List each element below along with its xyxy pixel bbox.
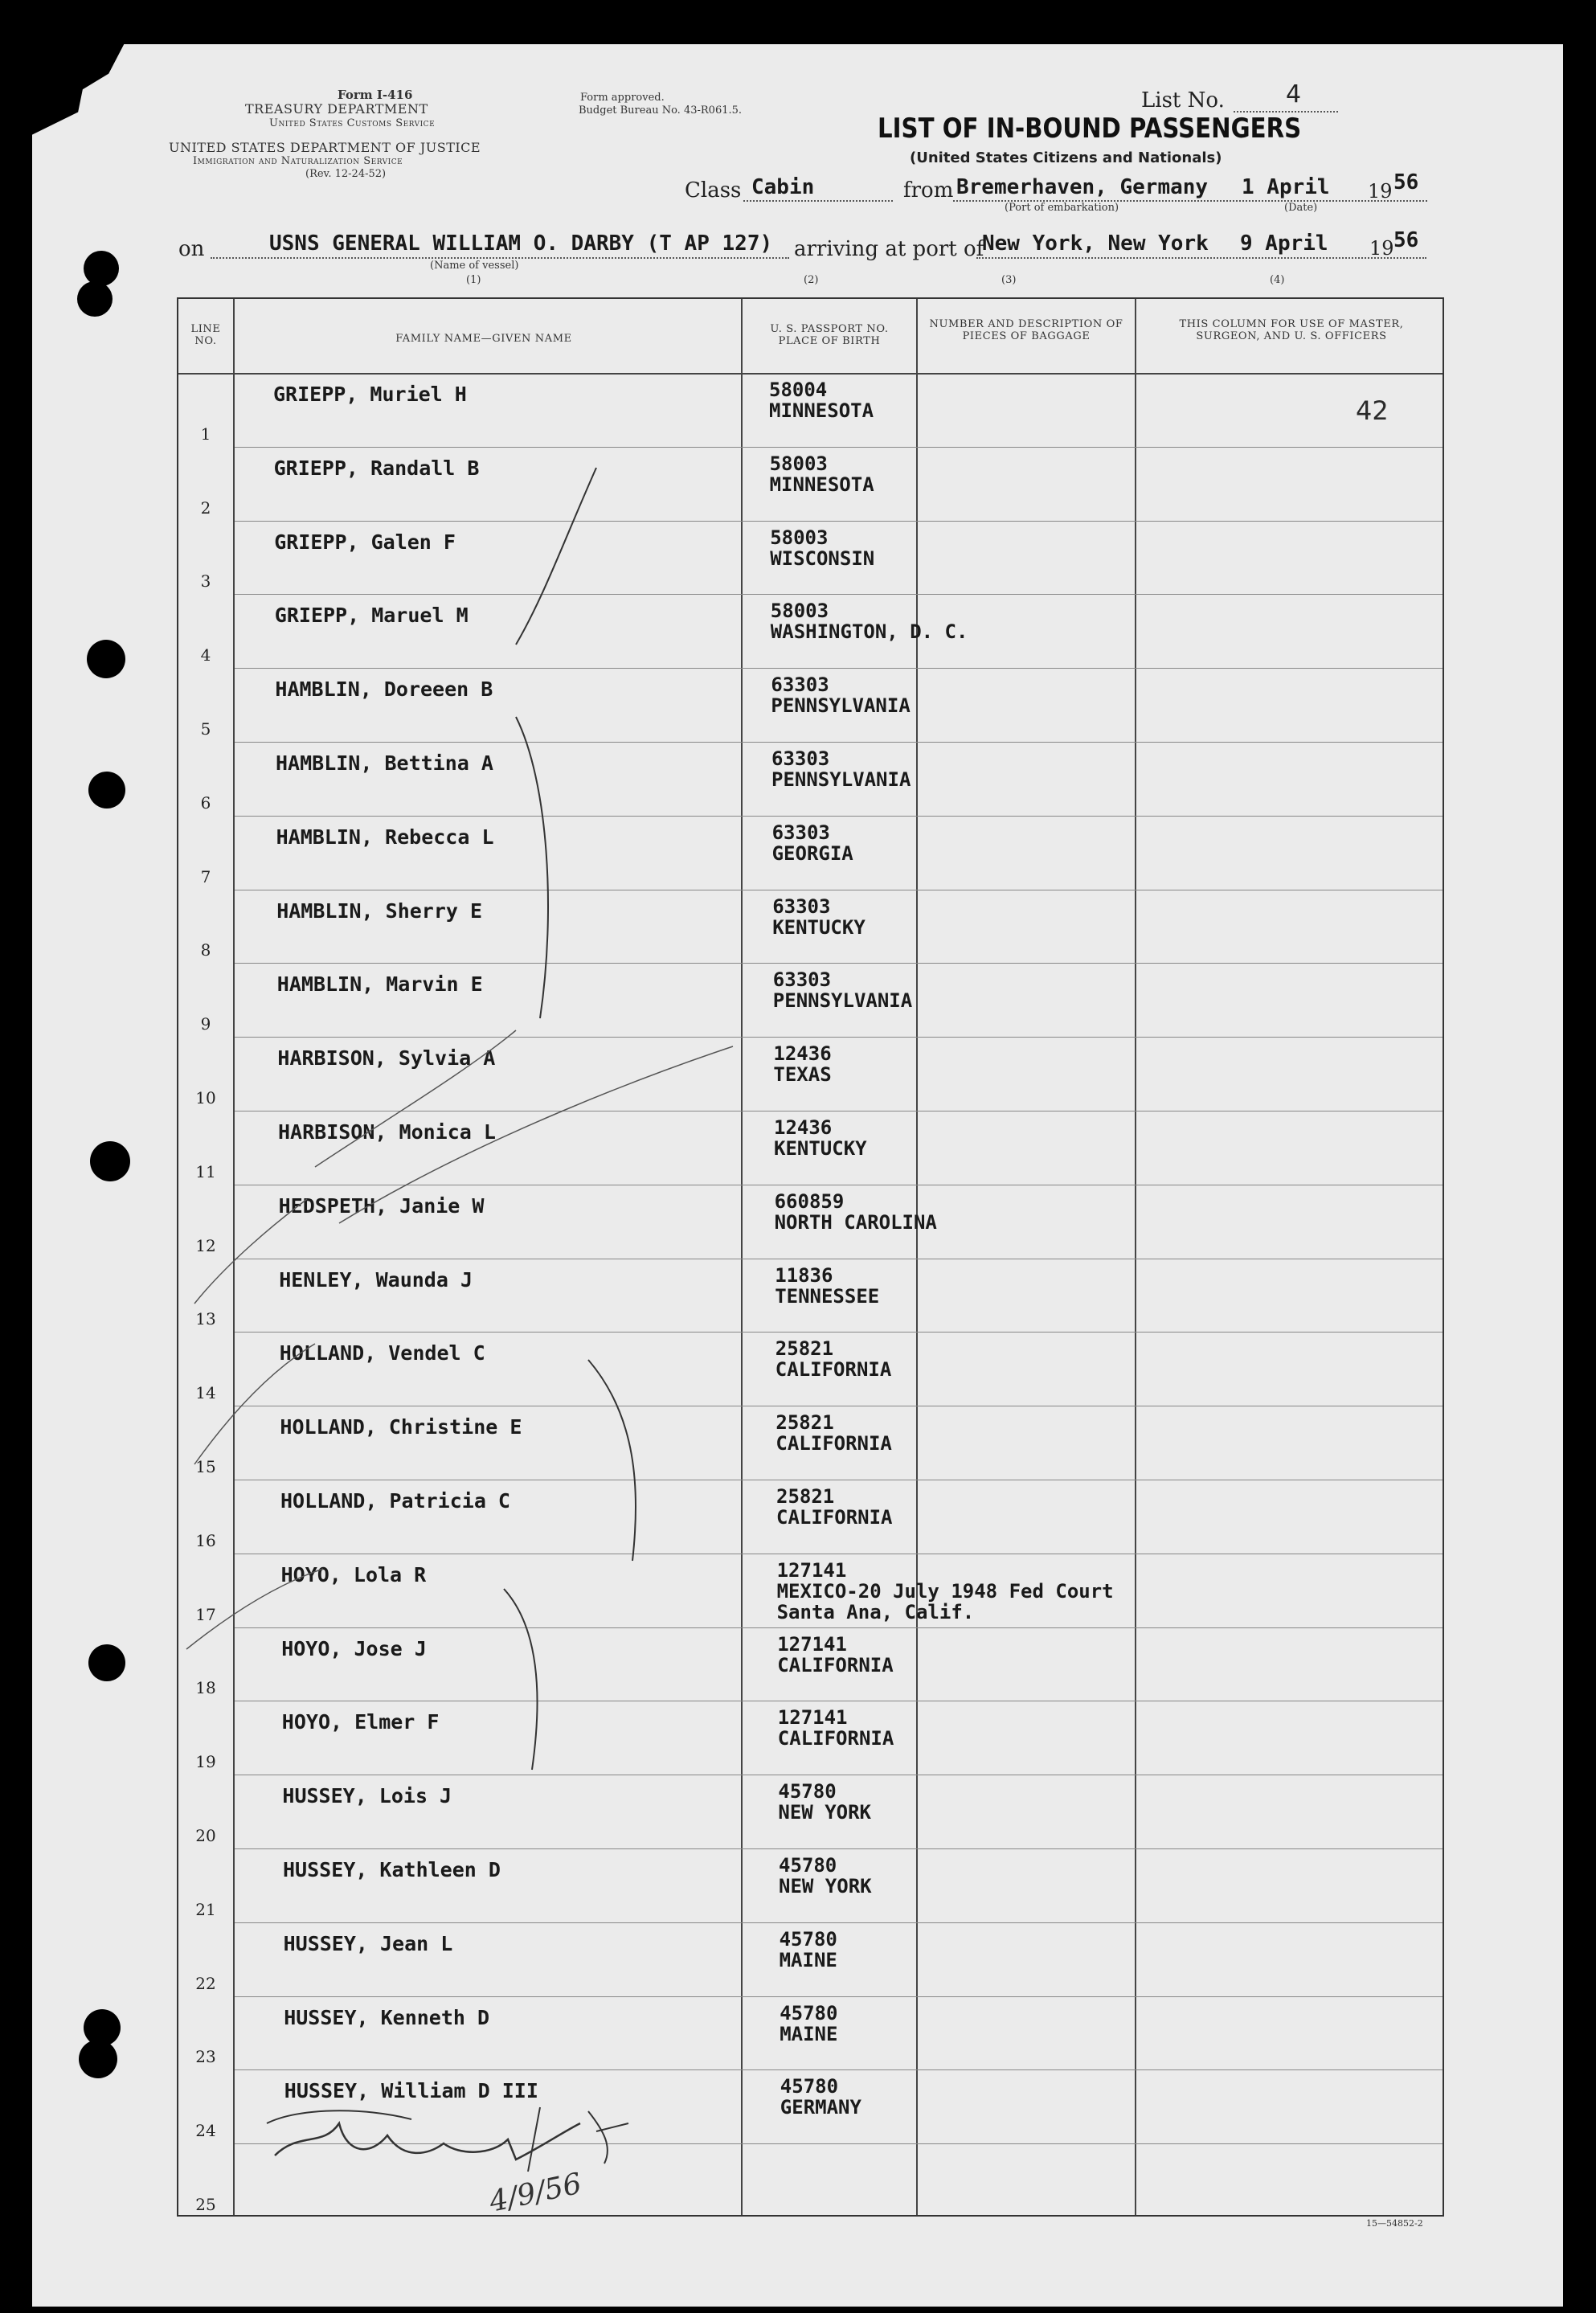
- line-number: 11: [195, 1161, 216, 1181]
- bracket-mark: [588, 1360, 636, 1561]
- line-number: 5: [200, 719, 211, 739]
- passenger-name: HAMBLIN, Rebecca L: [276, 825, 494, 849]
- check-mark: [315, 1030, 516, 1167]
- passenger-name: HAMBLIN, Doreeen B: [275, 678, 493, 702]
- birthplace: MINNESOTA: [769, 473, 874, 496]
- class-label: Class: [685, 178, 742, 203]
- line-number: 7: [200, 866, 211, 886]
- passport-number: 127141: [777, 1632, 847, 1656]
- passenger-name: HAMBLIN, Sherry E: [276, 899, 483, 923]
- birthplace: TEXAS: [773, 1063, 832, 1087]
- line-number: 18: [195, 1678, 216, 1698]
- binder-hole: [77, 281, 113, 317]
- immigration-service: Immigration and Naturalization Service: [193, 155, 403, 167]
- passenger-name: HEDSPETH, Janie W: [278, 1193, 485, 1218]
- passenger-name: HENLEY, Waunda J: [279, 1267, 473, 1292]
- passenger-name: HUSSEY, Kathleen D: [283, 1858, 501, 1881]
- line-number: 3: [200, 571, 211, 592]
- column-header-line-no: LINE NO.: [190, 323, 221, 347]
- line-number: 20: [195, 1826, 216, 1845]
- from-label: from: [903, 178, 954, 203]
- birthplace: PENNSYLVANIA: [771, 694, 911, 718]
- birthplace: MAINE: [779, 1948, 837, 1971]
- check-mark: [516, 468, 596, 645]
- birthplace: PENNSYLVANIA: [771, 768, 911, 791]
- passenger-name: HARBISON, Sylvia A: [277, 1046, 496, 1071]
- binder-hole: [79, 2040, 117, 2078]
- passport-number: 63303: [771, 747, 830, 770]
- customs-service: United States Customs Service: [269, 117, 436, 129]
- officer-note: 42: [1356, 395, 1389, 426]
- page-subtitle: (United States Citizens and Nationals): [910, 149, 1222, 166]
- arrival-date: 9 April: [1240, 231, 1328, 256]
- birthplace: GERMANY: [780, 2096, 861, 2119]
- binder-hole: [84, 251, 119, 286]
- column-header-officers: THIS COLUMN FOR USE OF MASTER, SURGEON, AND U. S. OFFICERS: [1179, 318, 1404, 342]
- passport-number: 58004: [769, 379, 828, 401]
- justice-department: UNITED STATES DEPARTMENT OF JUSTICE: [169, 140, 481, 155]
- column-header-baggage: NUMBER AND DESCRIPTION OF PIECES OF BAGGAGE: [929, 318, 1123, 342]
- passenger-name: HOLLAND, Patricia C: [280, 1489, 510, 1513]
- birthplace: CALIFORNIA: [777, 1727, 894, 1750]
- check-mark: [186, 1569, 323, 1649]
- passenger-name: GRIEPP, Maruel M: [274, 604, 469, 628]
- birthplace: GEORGIA: [771, 841, 853, 865]
- revision-date: (Rev. 12-24-52): [305, 168, 387, 180]
- line-number: 12: [195, 1235, 216, 1255]
- departure-date: 1 April: [1242, 175, 1330, 199]
- birthplace: NORTH CAROLINA: [774, 1210, 937, 1234]
- line-number: 2: [200, 497, 211, 518]
- inspector-signature: [251, 2099, 701, 2220]
- line-number: 23: [195, 2047, 216, 2067]
- column-header-passport: U. S. PASSPORT NO. PLACE OF BIRTH: [770, 323, 889, 347]
- line-number: 8: [200, 940, 211, 960]
- year-prefix: 19: [1368, 180, 1393, 203]
- passport-number: 127141: [776, 1558, 847, 1582]
- passenger-name: HOYO, Jose J: [281, 1636, 427, 1660]
- line-number: 9: [200, 1014, 211, 1034]
- passport-number: 45780: [780, 2075, 839, 2098]
- port-caption: (Port of embarkation): [1005, 202, 1119, 214]
- bracket-mark: [516, 717, 548, 1018]
- birthplace-note: Santa Ana, Calif.: [776, 1600, 975, 1623]
- passenger-name: HUSSEY, Lois J: [282, 1784, 452, 1808]
- passport-number: 45780: [778, 1780, 837, 1803]
- passenger-name: HOLLAND, Christine E: [280, 1415, 522, 1439]
- on-label: on: [178, 237, 205, 261]
- passport-number: 58003: [770, 600, 829, 623]
- birthplace: NEW YORK: [779, 1875, 872, 1897]
- arrival-line: [976, 257, 1426, 259]
- vessel-name: USNS GENERAL WILLIAM O. DARBY (T AP 127): [269, 231, 773, 256]
- passenger-name: HARBISON, Monica L: [278, 1120, 496, 1144]
- line-number: 21: [195, 1899, 216, 1919]
- passport-number: 25821: [775, 1337, 834, 1361]
- line-number: 13: [195, 1309, 216, 1329]
- check-mark: [339, 1046, 733, 1223]
- line-number: 22: [195, 1973, 216, 1993]
- birthplace: WASHINGTON, D. C.: [770, 620, 968, 644]
- passenger-name: HUSSEY, Jean L: [283, 1931, 453, 1955]
- passenger-name: HUSSEY, Kenneth D: [284, 2005, 490, 2029]
- passenger-name: GRIEPP, Randall B: [273, 456, 480, 480]
- column-number-3: (3): [1001, 274, 1017, 286]
- port-of-embarkation: Bremerhaven, Germany: [956, 175, 1209, 199]
- birthplace: WISCONSIN: [770, 547, 875, 570]
- birthplace: CALIFORNIA: [776, 1506, 893, 1529]
- arriving-label: arriving at port of: [794, 237, 984, 261]
- passport-number: 63303: [771, 673, 829, 697]
- line-number: 1: [200, 424, 211, 444]
- line-number: 6: [200, 792, 211, 813]
- passenger-name: HAMBLIN, Bettina A: [276, 751, 493, 775]
- line-number: 4: [200, 645, 211, 665]
- year-value: 56: [1393, 170, 1419, 194]
- passenger-name: HUSSEY, William D III: [284, 2079, 538, 2103]
- passport-number: 45780: [779, 1854, 837, 1877]
- budget-bureau: Budget Bureau No. 43-R061.5.: [579, 104, 743, 117]
- passport-number: 63303: [771, 821, 830, 844]
- column-number-4: (4): [1270, 274, 1285, 286]
- line-number: 19: [195, 1752, 216, 1772]
- binder-hole: [88, 1644, 125, 1681]
- passport-number: 63303: [772, 894, 831, 918]
- birthplace: KENTUCKY: [772, 915, 866, 939]
- passport-number: 45780: [779, 1927, 837, 1951]
- passport-number: 660859: [774, 1189, 845, 1213]
- year-prefix-2: 19: [1369, 237, 1394, 260]
- binder-hole: [90, 1141, 130, 1181]
- line-number: 17: [195, 1604, 216, 1624]
- arrival-port: New York, New York: [982, 231, 1209, 256]
- passenger-name: HAMBLIN, Marvin E: [276, 972, 483, 997]
- line-number: 24: [195, 2121, 216, 2141]
- passenger-name: HOLLAND, Vendel C: [279, 1341, 485, 1365]
- form-approved: Form approved.: [580, 92, 665, 104]
- handwritten-marks: [178, 299, 1446, 2218]
- passport-number: 58003: [770, 526, 829, 549]
- date-caption: (Date): [1284, 202, 1318, 214]
- class-value: Cabin: [751, 175, 815, 199]
- passport-number: 63303: [772, 968, 832, 992]
- arrival-year-value: 56: [1393, 228, 1419, 252]
- birthplace: PENNSYLVANIA: [772, 989, 913, 1013]
- birthplace: MINNESOTA: [769, 399, 874, 422]
- line-number: 16: [195, 1530, 216, 1550]
- passenger-name: HOYO, Lola R: [280, 1562, 427, 1586]
- birthplace: KENTUCKY: [774, 1137, 867, 1160]
- passenger-name: GRIEPP, Muriel H: [273, 383, 467, 406]
- birthplace: MAINE: [780, 2022, 838, 2045]
- passport-number: 45780: [780, 2001, 838, 2024]
- passenger-name: GRIEPP, Galen F: [274, 530, 456, 554]
- signature-date: 4/9/56: [486, 2167, 585, 2219]
- list-no-label: List No.: [1141, 88, 1225, 113]
- check-mark: [194, 1199, 307, 1304]
- vessel-caption: (Name of vessel): [430, 260, 519, 272]
- column-number-1: (1): [466, 274, 481, 286]
- passport-number: 12436: [773, 1042, 832, 1066]
- passport-number: 58003: [769, 452, 828, 475]
- line-number: 15: [195, 1457, 216, 1476]
- passport-number: 25821: [775, 1411, 834, 1435]
- birthplace: NEW YORK: [778, 1801, 871, 1824]
- passport-number: 11836: [775, 1263, 833, 1287]
- birthplace: CALIFORNIA: [777, 1653, 894, 1676]
- check-mark: [194, 1344, 315, 1464]
- passenger-name: HOYO, Elmer F: [281, 1710, 440, 1734]
- class-line: [743, 200, 893, 202]
- line-number: 14: [195, 1383, 216, 1403]
- list-no-value: 4: [1286, 80, 1302, 108]
- passport-number: 25821: [776, 1485, 835, 1508]
- column-number-2: (2): [804, 274, 819, 286]
- passenger-table: [177, 297, 1444, 2217]
- form-number: Form I-416: [338, 88, 413, 102]
- treasury-department: TREASURY DEPARTMENT: [245, 101, 428, 117]
- birthplace: CALIFORNIA: [775, 1432, 892, 1455]
- bracket-mark: [504, 1589, 538, 1770]
- birthplace: CALIFORNIA: [775, 1358, 892, 1382]
- line-number: 25: [195, 2195, 216, 2214]
- birthplace: MEXICO-20 July 1948 Fed Court: [776, 1579, 1114, 1603]
- binder-hole: [88, 772, 125, 809]
- passport-number: 12436: [774, 1116, 833, 1139]
- passport-number: 127141: [777, 1706, 848, 1730]
- line-number: 10: [195, 1088, 216, 1107]
- column-header-name: FAMILY NAME—GIVEN NAME: [395, 333, 572, 345]
- page-title: LIST OF IN-BOUND PASSENGERS: [878, 113, 1302, 145]
- footer-code: 15—54852-2: [1366, 2218, 1423, 2229]
- binder-hole: [87, 640, 125, 678]
- birthplace: TENNESSEE: [775, 1284, 880, 1308]
